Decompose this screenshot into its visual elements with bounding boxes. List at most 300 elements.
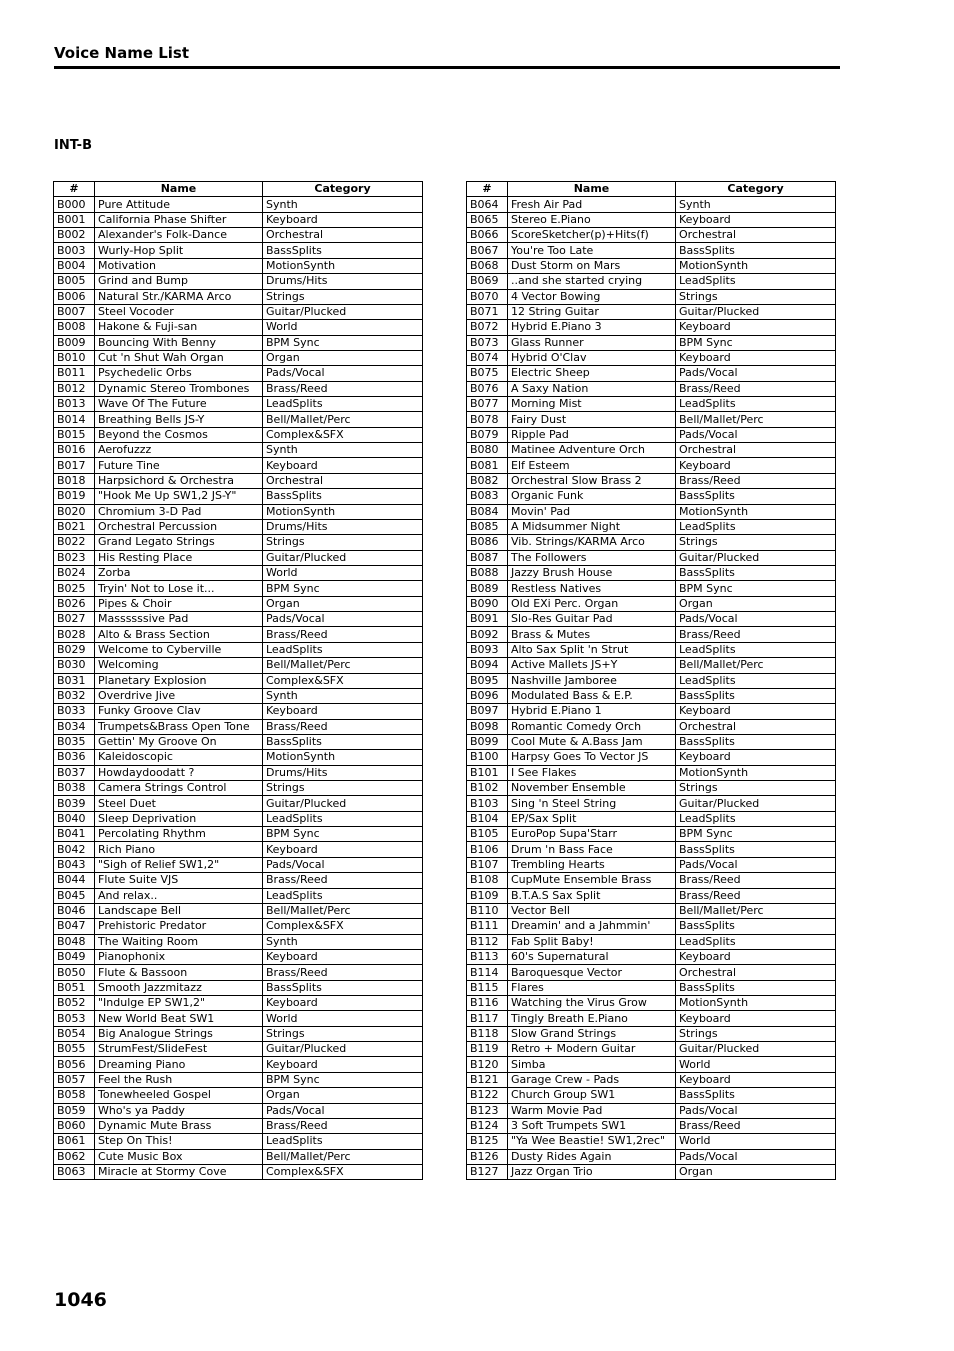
voice-number-cell: B005 [54,274,95,289]
voice-name-cell: Morning Mist [508,397,676,412]
table-row [54,719,423,734]
voice-category-cell: MotionSynth [263,750,423,765]
table-row [54,335,423,350]
voice-category-cell: LeadSplits [263,1134,423,1149]
table-row [54,1042,423,1057]
voice-category-cell: LeadSplits [263,811,423,826]
voice-category-cell: Keyboard [263,212,423,227]
voice-name-cell: Grand Legato Strings [95,535,263,550]
voice-name-cell: Flute Suite VJS [95,873,263,888]
table-row [54,673,423,688]
table-row [467,1072,836,1087]
voice-name-cell: Orchestral Slow Brass 2 [508,473,676,488]
voice-category-cell: Drums/Hits [263,765,423,780]
voice-name-cell: Future Tine [95,458,263,473]
voice-number-cell: B030 [54,658,95,673]
table-row [54,1134,423,1149]
table-header-row [54,182,423,197]
voice-name-cell: Church Group SW1 [508,1088,676,1103]
voice-name-cell: Cut 'n Shut Wah Organ [95,350,263,365]
table-row [54,596,423,611]
voice-number-cell: B049 [54,949,95,964]
voice-number-cell: B026 [54,596,95,611]
table-row [467,197,836,212]
voice-name-cell: Landscape Bell [95,903,263,918]
voice-name-cell: The Waiting Room [95,934,263,949]
voice-name-cell: Planetary Explosion [95,673,263,688]
voice-category-cell: MotionSynth [676,765,836,780]
voice-number-cell: B025 [54,581,95,596]
voice-name-cell: And relax.. [95,888,263,903]
voice-name-cell: "Sigh of Relief SW1,2" [95,857,263,872]
voice-category-cell: BassSplits [263,980,423,995]
voice-category-cell: Keyboard [676,212,836,227]
voice-number-cell: B098 [467,719,508,734]
voice-number-cell: B126 [467,1149,508,1164]
voice-category-cell: BassSplits [676,980,836,995]
voice-category-cell: Keyboard [676,704,836,719]
voice-category-cell: LeadSplits [263,397,423,412]
voice-number-cell: B048 [54,934,95,949]
voice-name-cell: CupMute Ensemble Brass [508,873,676,888]
voice-category-cell: Pads/Vocal [676,1149,836,1164]
voice-name-cell: Retro + Modern Guitar [508,1042,676,1057]
voice-name-cell: B.T.A.S Sax Split [508,888,676,903]
table-row [467,949,836,964]
voice-name-cell: Tonewheeled Gospel [95,1088,263,1103]
voice-name-cell: "Ya Wee Beastie! SW1,2rec" [508,1134,676,1149]
voice-number-cell: B013 [54,397,95,412]
voice-category-cell: MotionSynth [676,504,836,519]
section-label: INT-B [54,138,92,153]
voice-category-cell: Strings [676,535,836,550]
voice-category-cell: World [676,1057,836,1072]
voice-name-cell: Overdrive Jive [95,688,263,703]
voice-number-cell: B061 [54,1134,95,1149]
voice-number-cell: B066 [467,228,508,243]
voice-name-cell: Alexander's Folk-Dance [95,228,263,243]
voice-category-cell: BassSplits [676,688,836,703]
voice-number-cell: B039 [54,796,95,811]
voice-number-cell: B125 [467,1134,508,1149]
voice-number-cell: B073 [467,335,508,350]
voice-category-cell: LeadSplits [263,888,423,903]
column-header-category: Category [676,182,836,197]
table-row [54,274,423,289]
voice-name-cell: Garage Crew - Pads [508,1072,676,1087]
table-row [467,627,836,642]
table-row [467,443,836,458]
voice-name-cell: A Saxy Nation [508,381,676,396]
voice-category-cell: Complex&SFX [263,673,423,688]
voice-number-cell: B028 [54,627,95,642]
voice-category-cell: Pads/Vocal [263,366,423,381]
voice-number-cell: B032 [54,688,95,703]
table-row [54,320,423,335]
voice-category-cell: Keyboard [263,996,423,1011]
voice-name-cell: Brass & Mutes [508,627,676,642]
table-row [54,381,423,396]
table-row [54,550,423,565]
voice-name-cell: Zorba [95,565,263,580]
voice-name-cell: Jazzy Brush House [508,565,676,580]
voice-category-cell: Guitar/Plucked [263,304,423,319]
voice-category-cell: BassSplits [676,565,836,580]
voice-category-cell: MotionSynth [676,258,836,273]
voice-category-cell: Organ [676,596,836,611]
voice-name-cell: Modulated Bass & E.P. [508,688,676,703]
voice-name-cell: Dust Storm on Mars [508,258,676,273]
voice-name-cell: Step On This! [95,1134,263,1149]
voice-number-cell: B118 [467,1026,508,1041]
column-header-number: # [467,182,508,197]
voice-category-cell: Keyboard [676,350,836,365]
table-row [467,842,836,857]
table-row [467,888,836,903]
table-row [54,934,423,949]
table-row [54,212,423,227]
header-divider [54,66,840,69]
table-row [467,243,836,258]
voice-number-cell: B052 [54,996,95,1011]
voice-number-cell: B064 [467,197,508,212]
voice-category-cell: BPM Sync [676,335,836,350]
voice-category-cell: LeadSplits [676,519,836,534]
voice-name-cell: Kaleidoscopic [95,750,263,765]
voice-name-cell: Harpsy Goes To Vector JS [508,750,676,765]
voice-name-cell: Electric Sheep [508,366,676,381]
voice-number-cell: B037 [54,765,95,780]
voice-number-cell: B038 [54,781,95,796]
table-row [54,781,423,796]
table-row [467,996,836,1011]
voice-category-cell: Bell/Mallet/Perc [263,658,423,673]
voice-name-cell: Alto & Brass Section [95,627,263,642]
voice-name-cell: Who's ya Paddy [95,1103,263,1118]
voice-name-cell: Fresh Air Pad [508,197,676,212]
voice-number-cell: B021 [54,519,95,534]
voice-category-cell: Guitar/Plucked [263,550,423,565]
voice-category-cell: Organ [263,1088,423,1103]
table-row [54,228,423,243]
voice-category-cell: Brass/Reed [263,627,423,642]
voice-name-cell: Harpsichord & Orchestra [95,473,263,488]
voice-number-cell: B033 [54,704,95,719]
voice-category-cell: World [263,565,423,580]
voice-name-cell: Pianophonix [95,949,263,964]
voice-name-cell: Bouncing With Benny [95,335,263,350]
voice-category-cell: Pads/Vocal [676,366,836,381]
voice-category-cell: Strings [263,1026,423,1041]
table-row [54,965,423,980]
table-row [467,796,836,811]
voice-category-cell: Guitar/Plucked [263,796,423,811]
voice-name-cell: Wave Of The Future [95,397,263,412]
table-row [467,581,836,596]
table-row [54,857,423,872]
voice-number-cell: B045 [54,888,95,903]
table-row [54,1118,423,1133]
voice-number-cell: B088 [467,565,508,580]
table-row [54,612,423,627]
voice-category-cell: Pads/Vocal [676,1103,836,1118]
table-row [54,765,423,780]
voice-number-cell: B046 [54,903,95,918]
table-row [467,688,836,703]
table-row [467,980,836,995]
voice-name-cell: Dreaming Piano [95,1057,263,1072]
voice-category-cell: Organ [263,350,423,365]
voice-name-cell: Dynamic Mute Brass [95,1118,263,1133]
voice-name-cell: New World Beat SW1 [95,1011,263,1026]
column-header-name: Name [508,182,676,197]
page-number: 1046 [54,1289,107,1311]
voice-number-cell: B071 [467,304,508,319]
table-row [54,427,423,442]
voice-name-cell: Sleep Deprivation [95,811,263,826]
voice-number-cell: B124 [467,1118,508,1133]
voice-category-cell: Complex&SFX [263,427,423,442]
voice-category-cell: Pads/Vocal [676,857,836,872]
voice-category-cell: Strings [263,781,423,796]
voice-category-cell: Pads/Vocal [676,427,836,442]
voice-number-cell: B063 [54,1165,95,1180]
voice-category-cell: Orchestral [263,228,423,243]
voice-number-cell: B014 [54,412,95,427]
table-row [54,842,423,857]
table-row [467,719,836,734]
table-row [467,658,836,673]
table-row [54,243,423,258]
voice-name-cell: Percolating Rhythm [95,827,263,842]
voice-number-cell: B067 [467,243,508,258]
voice-number-cell: B058 [54,1088,95,1103]
voice-name-cell: Pipes & Choir [95,596,263,611]
voice-number-cell: B041 [54,827,95,842]
voice-number-cell: B100 [467,750,508,765]
voice-number-cell: B074 [467,350,508,365]
voice-number-cell: B010 [54,350,95,365]
voice-number-cell: B001 [54,212,95,227]
voice-number-cell: B056 [54,1057,95,1072]
voice-number-cell: B060 [54,1118,95,1133]
voice-category-cell: Brass/Reed [263,1118,423,1133]
voice-number-cell: B054 [54,1026,95,1041]
table-row [467,1057,836,1072]
voice-category-cell: BassSplits [676,734,836,749]
voice-number-cell: B112 [467,934,508,949]
table-row [54,996,423,1011]
voice-category-cell: Strings [676,1026,836,1041]
voice-number-cell: B027 [54,612,95,627]
table-row [54,811,423,826]
voice-number-cell: B113 [467,949,508,964]
voice-number-cell: B062 [54,1149,95,1164]
table-row [467,350,836,365]
voice-number-cell: B122 [467,1088,508,1103]
table-row [467,489,836,504]
table-row [54,873,423,888]
voice-category-cell: Guitar/Plucked [676,796,836,811]
voice-category-cell: BPM Sync [263,581,423,596]
voice-number-cell: B083 [467,489,508,504]
table-row [54,473,423,488]
voice-number-cell: B089 [467,581,508,596]
voice-category-cell: BPM Sync [676,581,836,596]
voice-category-cell: Strings [676,289,836,304]
voice-number-cell: B111 [467,919,508,934]
voice-number-cell: B043 [54,857,95,872]
voice-name-cell: Cute Music Box [95,1149,263,1164]
voice-name-cell: Steel Duet [95,796,263,811]
voice-name-cell: "Indulge EP SW1,2" [95,996,263,1011]
table-row [467,765,836,780]
voice-name-cell: Howdaydoodatt ? [95,765,263,780]
voice-category-cell: BassSplits [676,1088,836,1103]
voice-number-cell: B042 [54,842,95,857]
column-header-category: Category [263,182,423,197]
table-row [467,734,836,749]
voice-category-cell: BassSplits [263,734,423,749]
voice-name-cell: Fairy Dust [508,412,676,427]
table-row [467,212,836,227]
voice-name-cell: Wurly-Hop Split [95,243,263,258]
voice-number-cell: B123 [467,1103,508,1118]
table-row [54,949,423,964]
table-row [54,519,423,534]
voice-number-cell: B020 [54,504,95,519]
column-header-name: Name [95,182,263,197]
voice-category-cell: BassSplits [263,243,423,258]
voice-name-cell: Old EXi Perc. Organ [508,596,676,611]
table-row [54,504,423,519]
voice-number-cell: B051 [54,980,95,995]
voice-category-cell: BPM Sync [263,1072,423,1087]
voice-name-cell: Fab Split Baby! [508,934,676,949]
voice-number-cell: B003 [54,243,95,258]
table-row [467,504,836,519]
table-row [54,903,423,918]
voice-name-cell: Feel the Rush [95,1072,263,1087]
voice-category-cell: Strings [263,535,423,550]
voice-number-cell: B095 [467,673,508,688]
voice-number-cell: B119 [467,1042,508,1057]
voice-name-cell: Prehistoric Predator [95,919,263,934]
voice-name-cell: Gettin' My Groove On [95,734,263,749]
table-row [54,443,423,458]
voice-number-cell: B019 [54,489,95,504]
voice-name-cell: Psychedelic Orbs [95,366,263,381]
voice-name-cell: Trumpets&Brass Open Tone [95,719,263,734]
table-row [467,612,836,627]
table-row [467,397,836,412]
voice-category-cell: LeadSplits [676,811,836,826]
voice-name-cell: Beyond the Cosmos [95,427,263,442]
voice-category-cell: Complex&SFX [263,919,423,934]
table-row [467,934,836,949]
voice-category-cell: Guitar/Plucked [676,304,836,319]
voice-number-cell: B011 [54,366,95,381]
voice-category-cell: Keyboard [263,704,423,719]
table-row [467,873,836,888]
voice-category-cell: Synth [263,197,423,212]
voice-category-cell: Keyboard [676,1072,836,1087]
voice-name-cell: Romantic Comedy Orch [508,719,676,734]
voice-number-cell: B068 [467,258,508,273]
voice-number-cell: B035 [54,734,95,749]
table-row [54,750,423,765]
voice-number-cell: B086 [467,535,508,550]
voice-name-cell: Hybrid E.Piano 3 [508,320,676,335]
voice-category-cell: LeadSplits [263,642,423,657]
voice-name-cell: 12 String Guitar [508,304,676,319]
table-row [467,289,836,304]
voice-category-cell: Bell/Mallet/Perc [676,658,836,673]
table-row [467,412,836,427]
voice-number-cell: B023 [54,550,95,565]
voice-name-cell: Nashville Jamboree [508,673,676,688]
table-row [54,1011,423,1026]
voice-category-cell: BassSplits [676,919,836,934]
voice-number-cell: B078 [467,412,508,427]
voice-name-cell: ..and she started crying [508,274,676,289]
voice-category-cell: Organ [263,596,423,611]
voice-name-cell: California Phase Shifter [95,212,263,227]
voice-number-cell: B022 [54,535,95,550]
voice-number-cell: B004 [54,258,95,273]
table-row [54,397,423,412]
voice-name-cell: The Followers [508,550,676,565]
voice-category-cell: Orchestral [676,443,836,458]
voice-category-cell: LeadSplits [676,397,836,412]
voice-category-cell: Orchestral [676,719,836,734]
voice-category-cell: Keyboard [263,949,423,964]
voice-name-cell: Grind and Bump [95,274,263,289]
table-row [467,596,836,611]
voice-category-cell: Keyboard [676,320,836,335]
voice-category-cell: Brass/Reed [263,965,423,980]
voice-category-cell: Brass/Reed [676,473,836,488]
voice-number-cell: B015 [54,427,95,442]
table-row [467,366,836,381]
table-row [54,535,423,550]
voice-category-cell: Pads/Vocal [263,857,423,872]
table-row [54,1026,423,1041]
voice-category-cell: BPM Sync [263,335,423,350]
voice-name-cell: Camera Strings Control [95,781,263,796]
voice-name-cell: Dynamic Stereo Trombones [95,381,263,396]
table-row [467,857,836,872]
voice-number-cell: B110 [467,903,508,918]
voice-category-cell: Brass/Reed [676,873,836,888]
column-header-number: # [54,182,95,197]
voice-category-cell: Synth [263,443,423,458]
table-row [467,550,836,565]
table-row [54,489,423,504]
voice-number-cell: B055 [54,1042,95,1057]
voice-category-cell: Brass/Reed [676,381,836,396]
voice-number-cell: B070 [467,289,508,304]
voice-category-cell: Pads/Vocal [263,612,423,627]
voice-table-left [53,181,423,1180]
table-row [54,642,423,657]
table-row [467,1042,836,1057]
voice-category-cell: Brass/Reed [676,888,836,903]
voice-name-cell: ScoreSketcher(p)+Hits(f) [508,228,676,243]
voice-number-cell: B093 [467,642,508,657]
voice-category-cell: BassSplits [676,489,836,504]
voice-category-cell: Brass/Reed [676,1118,836,1133]
